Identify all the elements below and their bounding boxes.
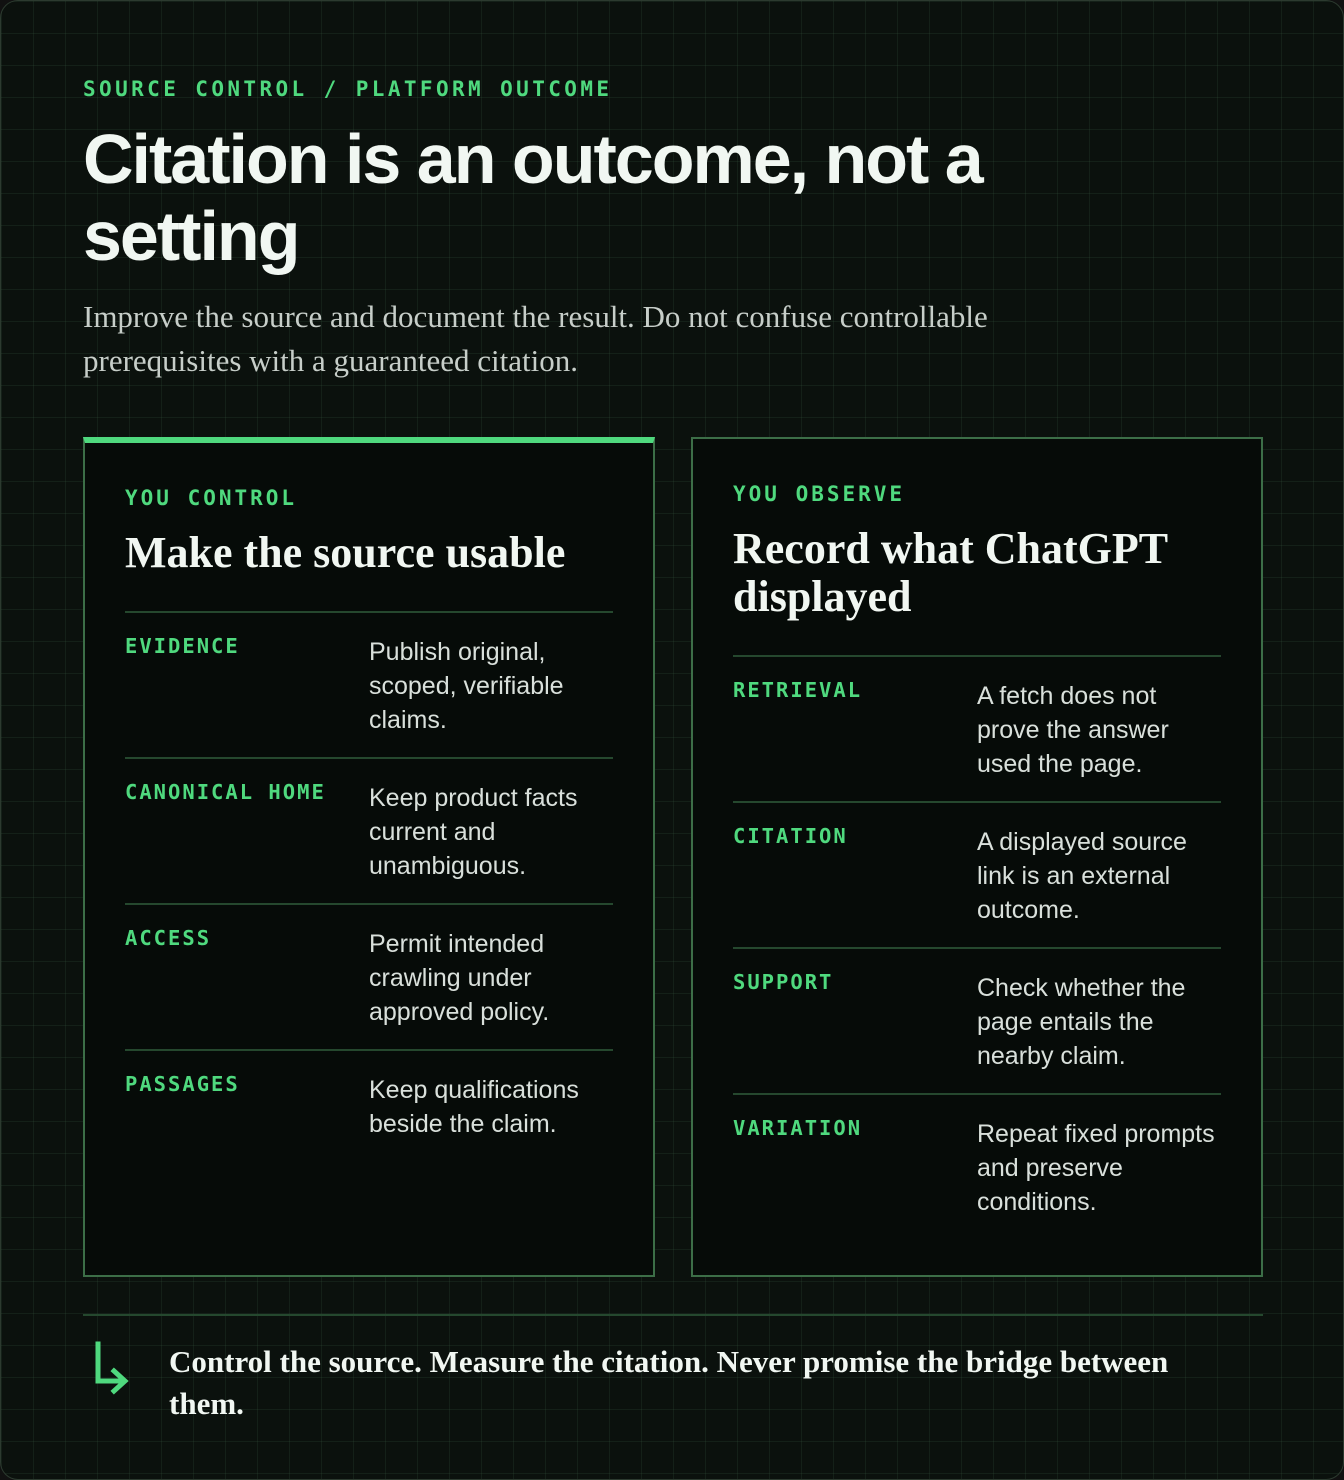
panel-kicker: YOU OBSERVE [733,482,906,506]
row-label: CANONICAL HOME [125,780,326,804]
list-item-variation [733,1095,1221,1241]
panel-kicker: YOU CONTROL [125,486,298,510]
panel-heading: Record what ChatGPT displayed [733,524,1168,621]
row-text: Repeat fixed prompts and preserve conditions. [977,1120,1215,1216]
you-control-panel [83,437,655,1277]
row-text: Keep qualifications beside the claim. [369,1076,579,1138]
panel-heading: Make the source usable [125,528,566,577]
observe-list [733,655,1221,1241]
row-text: Permit intended crawling under approved policy. [369,930,550,1026]
row-text: Publish original, scoped, verifiable claims. [369,638,564,734]
you-observe-panel [691,437,1263,1277]
list-item-access [125,905,613,1051]
arrow-down-right-icon [91,1341,131,1395]
footer-divider [83,1314,1263,1316]
control-list [125,611,613,1197]
row-label: CITATION [733,824,848,848]
row-text: Keep product facts current and unambiguous. [369,784,578,880]
list-item-citation [733,803,1221,949]
row-text: A fetch does not prove the answer used the page. [977,682,1169,778]
list-item-retrieval [733,657,1221,803]
list-item-evidence [125,613,613,759]
row-label: PASSAGES [125,1072,240,1096]
page-title: Citation is an outcome, not a setting [83,120,982,275]
list-item-support [733,949,1221,1095]
row-label: ACCESS [125,926,212,950]
row-label: SUPPORT [733,970,834,994]
page-subtitle: Improve the source and document the result. Do not confuse controllable prerequisites with a guaranteed citation. [83,299,988,378]
list-item-passages [125,1051,613,1197]
row-label: EVIDENCE [125,634,240,658]
eyebrow: SOURCE CONTROL / PLATFORM OUTCOME [83,77,613,101]
row-label: VARIATION [733,1116,863,1140]
row-text: A displayed source link is an external outcome. [977,828,1187,924]
list-item-canonical-home [125,759,613,905]
row-label: RETRIEVAL [733,678,863,702]
row-text: Check whether the page entails the nearby claim. [977,974,1186,1070]
footer-takeaway: Control the source. Measure the citation. Never promise the bridge between them. [169,1344,1169,1421]
